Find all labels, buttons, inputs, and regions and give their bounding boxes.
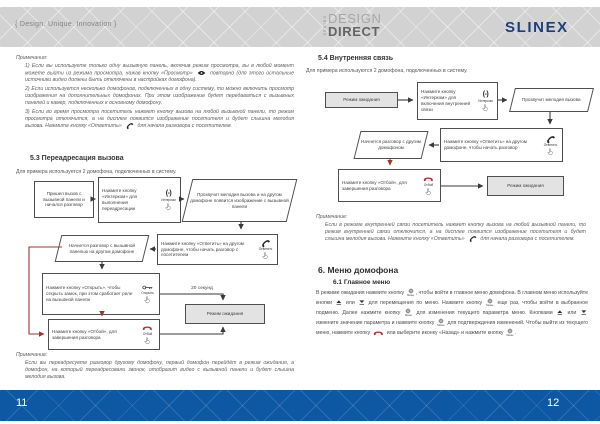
flow-step-text: Режим ожидания: [206, 311, 244, 317]
flow-step-text: Нажмите кнопку «Открыть», чтобы открыть замок, при этом сработает реле на вызывной панели: [46, 285, 133, 302]
flow-step-standby-end: [487, 176, 564, 196]
text-run: 3) Если во время просмотра посетитель нажмет кнопку вызова на любой вызывной панели, то режим просмотра отключится, а на дисплее появится изображение посетителя и будет слышна мелодия вызова. Нажмите кнопку «Ответить»: [25, 109, 294, 130]
view-eye-icon: [197, 70, 206, 76]
menu-gear-icon: [437, 318, 444, 327]
up-arrow-icon: [557, 310, 563, 315]
text-run: для начала разговора с посетителем.: [478, 235, 575, 242]
flow-step-standby-start: [325, 92, 398, 108]
flow-step-talk-starts: [55, 235, 150, 262]
text-run: повторно (для этого остальные источники видео должны быть отключены в настройках домофона).: [25, 70, 294, 84]
left-bottom-note: [16, 352, 294, 383]
button-label: Меню: [506, 334, 514, 338]
series-label: SERIES: [322, 14, 327, 36]
menu-gear-icon: [506, 328, 513, 337]
text-run: для начала разговора с посетителем.: [136, 123, 232, 130]
button-label: Интерком: [478, 99, 493, 103]
button-icon-stack: [419, 176, 438, 195]
flow-step-press-answer: [440, 128, 563, 162]
note-3: [16, 109, 294, 130]
flow-step-text: Нажмите кнопку «Отбой», для завершения разговора: [52, 328, 117, 340]
flow-step-text: Начнется разговор с другим домофоном: [361, 139, 421, 150]
answer-phone-icon: [545, 136, 556, 142]
text-run: Если вы переадресуете разговор другому домофону, первый домофон перейдёт в режим ожидания, а домофон, на который переадресовали звонок, отобразит видео с вызывной панели и будет слышна мелодия вызова.: [25, 359, 294, 380]
hand-press-icon: [144, 337, 150, 344]
main-menu-paragraph: [316, 288, 588, 338]
text-run: , чтобы войти в главное меню домофона. В главном меню используйте кнопки: [316, 290, 588, 306]
flow-step-text: Прозвучит мелодия вызова и на другом домофоне появится изображение с вызывной панели: [190, 191, 289, 209]
note-text: [316, 222, 586, 243]
section-6-1-title: 6.1 Главное меню: [333, 279, 391, 286]
intercom-icon: (-): [482, 91, 489, 98]
hangup-phone-icon: [423, 176, 434, 182]
button-icon-stack: [476, 91, 495, 111]
button-label: Открыть: [141, 291, 154, 295]
flow-step-melody: [182, 179, 298, 222]
intercom-icon: (-): [165, 190, 172, 197]
flow-step-text: Прозвучит мелодия вызова: [522, 97, 581, 103]
section-5-4-caption: Для примера используются 2 домофона, подключенных в систему.: [306, 68, 468, 74]
page-number-right: 12: [547, 397, 560, 409]
flow-step-press-open: [42, 273, 160, 315]
text-run: или: [564, 310, 580, 316]
flow-step-text: Режим ожидания: [507, 183, 544, 189]
flow-step-text: Режим ожидания: [343, 97, 380, 103]
chapter-6-title: 6. Меню домофона: [318, 265, 399, 275]
logo-direct: DIRECT: [328, 24, 380, 39]
flow-step-press-answer: [157, 234, 278, 265]
button-icon-stack: [541, 136, 560, 155]
hangup-phone-icon: [142, 325, 153, 331]
hand-press-icon: [425, 188, 431, 195]
button-label: Меню: [437, 324, 445, 328]
flow-step-press-intercom: [98, 177, 181, 223]
section-5-4-title: 5.4 Внутренняя связь: [318, 55, 394, 62]
flow-step-melody: [509, 88, 594, 112]
answer-phone-icon: [125, 123, 134, 128]
footer-band: [0, 390, 600, 421]
button-icon-stack: [138, 285, 157, 303]
text-run: .: [514, 330, 517, 336]
hand-press-icon: [144, 296, 150, 303]
answer-phone-icon: [468, 236, 477, 241]
button-icon-stack: [256, 240, 275, 259]
open-key-icon: [142, 285, 153, 290]
hand-press-icon: [547, 148, 553, 155]
right-note: [316, 214, 586, 245]
slinex-logo: SLINEX: [505, 19, 569, 36]
text-run: или выберите иконку «Назад» и нажмите кнопку: [385, 330, 505, 336]
section-5-3-title: 5.3 Переадресация вызова: [30, 155, 124, 162]
note-1: [16, 63, 294, 84]
left-top-notes: [16, 55, 294, 132]
series-logo-text: [328, 12, 381, 38]
flow-step-text: Начнется разговор с вызывной панелью на другом домофоне: [68, 242, 136, 254]
text-run: для изменения текущего параметра меню. Кнопками: [413, 310, 556, 316]
hand-press-icon: [165, 203, 171, 210]
button-label: Отбой: [423, 183, 434, 187]
brand-tagline: { Design. Unique. Innovation }: [15, 21, 117, 28]
button-label: Меню: [486, 304, 494, 308]
flow-step-incoming-call: [34, 181, 94, 218]
note-title: Примечание:: [16, 352, 48, 358]
menu-gear-icon: [486, 298, 493, 307]
flow-step-talk-starts: [354, 131, 429, 159]
text-run: для перемещения по меню. Нажмите кнопку: [366, 300, 485, 306]
button-label: Интерком: [161, 198, 176, 202]
flow-step-text: Нажмите кнопку «Интерком» для выполнения переадресации: [102, 188, 138, 211]
page-number-left: 11: [16, 397, 28, 409]
header-band: [0, 7, 600, 47]
notes-title: Примечания:: [16, 55, 48, 61]
button-icon-stack: [138, 325, 157, 344]
button-label: Меню: [407, 294, 415, 298]
text-run: измените значение параметра и нажмите кнопку: [316, 320, 436, 326]
timeout-label: 20 секунд: [191, 286, 213, 291]
section-5-3-caption: Для примера используется 2 домофона, подключенных в систему.: [16, 169, 177, 175]
text-run: В режиме ожидания нажмите кнопку: [316, 290, 406, 296]
button-label: Меню: [404, 314, 412, 318]
text-run: или: [343, 300, 358, 306]
flow-step-press-hangup: [338, 169, 441, 202]
flow-step-text: Пришел вызов с вызывной панели и начался разговор: [43, 190, 85, 208]
text-run: Если в режиме внутренней связи посетитель нажмет кнопку вызова на любой вызывной панели, то режим внутренней связи отключится, а на дисплее появится изображение посетителя и будет слышна мелодия вызова. Нажмите кнопку «Ответить»: [325, 221, 586, 242]
menu-gear-icon: [407, 288, 414, 297]
hangup-phone-icon: [373, 330, 384, 336]
series-logo: [322, 12, 381, 38]
text-run: еще раз, чтобы войти в выбранное подменю. Далее нажмите кнопку: [316, 300, 589, 316]
flow-step-text: Нажмите кнопку «Отбой», для завершения разговора: [342, 179, 407, 191]
flow-step-press-hangup: [48, 319, 160, 350]
down-arrow-icon: [581, 310, 587, 315]
text-run: 2) Если используется несколько домофонов, подключенных в одну систему, то можно включить просмотр изображения на дополнительных домофонах. При этом изображение будет передаваться с вызывных панелей и камер, подключенных к основному домофону.: [25, 86, 294, 107]
down-arrow-icon: [359, 300, 365, 305]
flow-step-text: Нажмите кнопку «Ответить» на другом домофоне, чтобы начать разговор с посетителем: [161, 240, 244, 258]
flow-step-text: Нажмите кнопку «Ответить» на другом домофоне, чтобы начать разговор: [444, 139, 527, 150]
answer-phone-icon: [260, 240, 271, 246]
note-title: Примечание:: [316, 214, 348, 220]
text-run: 1) Если вы используете только одну вызывную панель, включив режим просмотра, вы в любой момент можете выйти из режима просмотра, нажав кнопку «Просмотр»: [25, 62, 294, 77]
note-2: [16, 86, 294, 107]
text-run: для подтверждения изменений. Чтобы выйти из текущего меню, нажмите кнопку: [316, 320, 588, 336]
flow-step-press-intercom: [417, 82, 498, 120]
up-arrow-icon: [336, 300, 342, 305]
button-label: Отбой: [142, 332, 153, 336]
hand-press-icon: [482, 104, 488, 111]
flow-step-standby: [185, 304, 265, 324]
flow-step-text: Нажмите кнопку «Интерком» для включения внутренней связи: [421, 89, 471, 112]
menu-gear-icon: [405, 308, 412, 317]
button-label: Ответить: [258, 247, 273, 251]
hand-press-icon: [262, 252, 268, 259]
note-text: [16, 360, 294, 381]
logo-design: DESIGN: [328, 11, 382, 26]
button-icon-stack: [159, 190, 178, 210]
button-label: Ответить: [543, 142, 558, 147]
